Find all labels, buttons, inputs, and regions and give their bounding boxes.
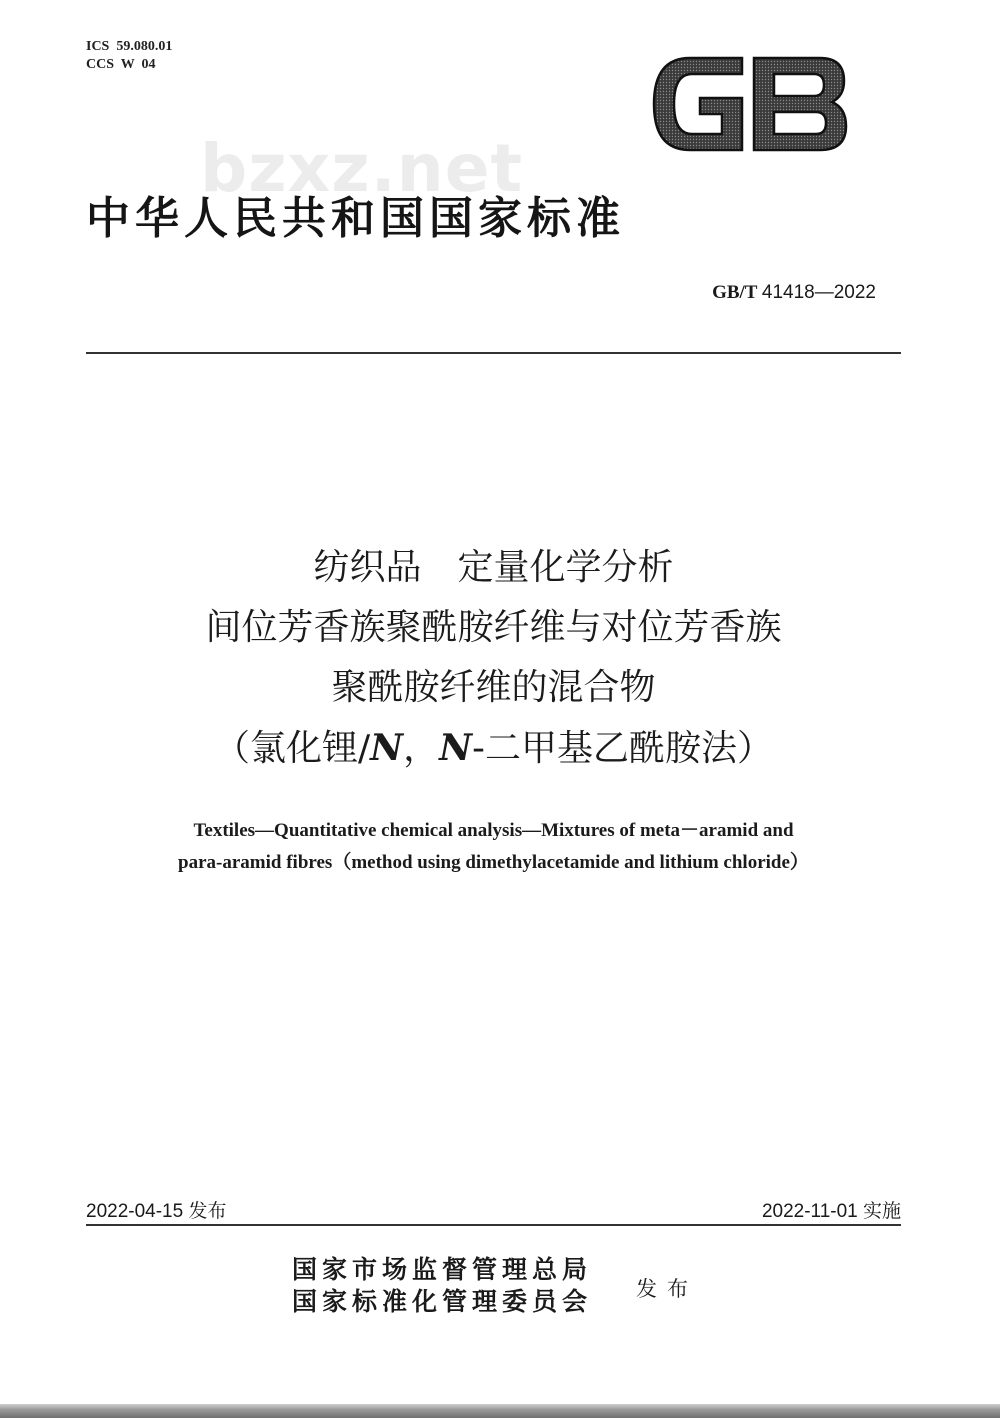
- english-title-line-2: para-aramid fibres（method using dimethylacetamide and lithium chloride）: [178, 852, 809, 873]
- issuer-line-1: 国家市场监督管理总局: [292, 1255, 593, 1284]
- issuer-line-2: 国家标准化管理委员会: [292, 1287, 593, 1316]
- chinese-title-line-4-n1: N: [370, 727, 404, 769]
- ics-code: ICS 59.080.01: [86, 39, 173, 54]
- chinese-title-line-1: 纺织品 定量化学分析: [313, 547, 674, 588]
- chinese-title-line-2: 间位芳香族聚酰胺纤维与对位芳香族: [205, 607, 782, 648]
- chinese-title-line-4-comma: ，: [403, 728, 440, 769]
- chinese-title-line-4-open: （氯化锂/: [214, 728, 371, 769]
- ccs-code: CCS W 04: [86, 57, 156, 72]
- top-divider: [86, 352, 901, 354]
- english-title-line-1: Textiles—Quantitative chemical analysis—Mixtures of meta－aramid and: [193, 820, 794, 841]
- bottom-divider: [86, 1224, 901, 1226]
- chinese-title-line-4-close: -二甲基乙酰胺法）: [471, 728, 773, 769]
- scan-edge: [0, 1404, 1000, 1418]
- chinese-title-line-4: [86, 718, 901, 779]
- classification-codes: [86, 38, 172, 74]
- publish-label: 发布: [636, 1277, 698, 1301]
- gb-logo-letter-g: [654, 58, 742, 150]
- standard-number: [712, 282, 876, 304]
- standard-number-prefix: GB/T: [712, 282, 758, 303]
- chinese-title: [86, 538, 901, 779]
- gb-logo-letter-b: [754, 58, 846, 150]
- issuing-authorities: [292, 1254, 592, 1318]
- standard-title: 中华人民共和国国家标准: [86, 193, 625, 244]
- chinese-title-line-4-n2: N: [439, 727, 472, 769]
- chinese-title-line-3: 聚酰胺纤维的混合物: [331, 667, 656, 708]
- implementation-date: 2022-11-01 实施: [761, 1201, 901, 1222]
- watermark: bzxz.net: [200, 130, 524, 207]
- english-title: [86, 815, 901, 879]
- issue-date: 2022-04-15 发布: [86, 1201, 227, 1222]
- gb-logo-icon: [650, 54, 850, 154]
- standard-number-value: 41418—2022: [761, 282, 876, 303]
